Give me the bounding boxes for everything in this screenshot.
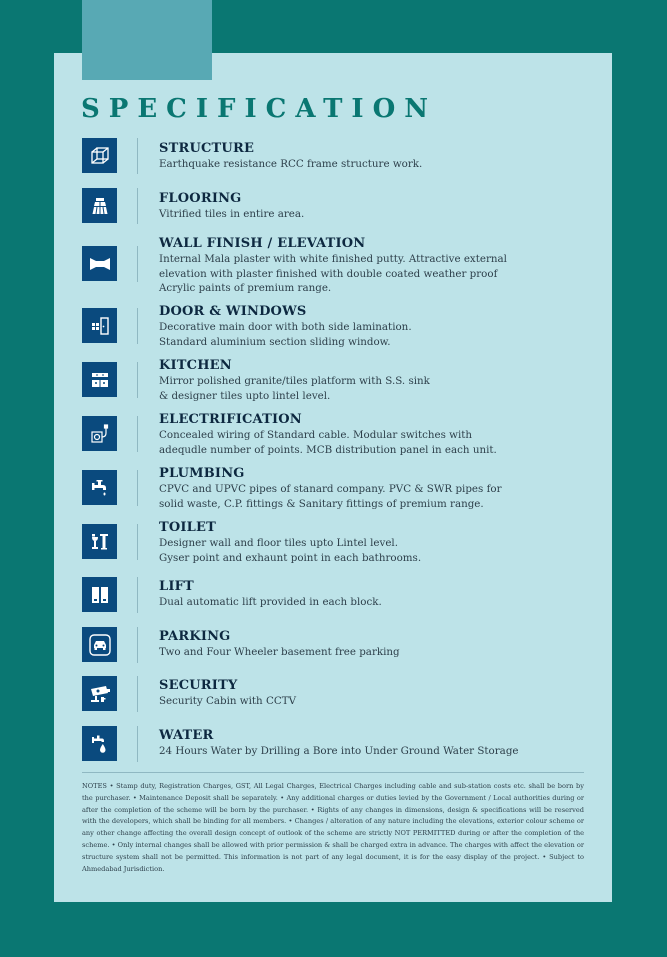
spec-heading: SECURITY [159,678,238,693]
spec-heading: WALL FINISH / ELEVATION [159,236,366,251]
spec-description: Vitrified tiles in entire area. [159,208,305,220]
spec-description: Earthquake resistance RCC frame structure work. [159,158,423,170]
water-tap-drop-icon [82,726,117,761]
divider [137,246,138,282]
spec-description: Two and Four Wheeler basement free parking [159,646,400,658]
spec-heading: TOILET [159,520,217,535]
divider [137,726,138,762]
divider [137,308,138,344]
toilet-washbasin-icon [82,524,117,559]
cctv-camera-icon [82,676,117,711]
car-parking-icon [82,627,117,662]
spec-description: Dual automatic lift provided in each block. [159,596,382,608]
spec-heading: ELECTRIFICATION [159,412,302,427]
spec-heading: STRUCTURE [159,141,255,156]
notes-text: NOTES • Stamp duty, Registration Charges, GST, All Legal Charges, Electrical Charges including cable and sub-station costs etc. shall be born by the purchaser. • Maintenance Deposit shall be separately. • Any additional charges or duties levied by the Government / Local authorities during or after the completion of the scheme will be born by the purchaser. • Rights of any changes in dimensions, design & specifications will be reserved with the developers, which shall be binding for all members. • Changes / alteration of any nature including the elevations, exterior colour scheme or any other change affecting the overall design concept of outlook of the scheme are strictly NOT PERMITTED during or after the completion of the scheme. • Only internal changes shall be allowed with prior permission & shall be charged extra in advance. The charges with affect the elevation or structure system shall not be permitted. This information is not part of any legal document, it is for the easy display of the project. • Subject to Ahmedabad Jurisdiction. [82,782,584,873]
divider [137,416,138,452]
flooring-tiles-icon [82,188,117,223]
spec-description: Security Cabin with CCTV [159,695,297,707]
faucet-icon [82,470,117,505]
spec-heading: WATER [159,728,214,743]
divider [137,362,138,398]
spec-heading: LIFT [159,579,194,594]
notes-divider [82,772,584,773]
electric-socket-icon [82,416,117,451]
structure-cube-icon [82,138,117,173]
spec-description: Mirror polished granite/tiles platform with S.S. sink & designer tiles upto lintel level. [159,375,430,402]
door-window-icon [82,308,117,343]
wall-finish-icon [82,246,117,281]
divider [137,138,138,174]
page-title: SPECIFICATION [81,94,437,124]
divider [137,627,138,663]
kitchen-icon [82,362,117,397]
spec-description: 24 Hours Water by Drilling a Bore into Under Ground Water Storage [159,745,519,757]
spec-description: CPVC and UPVC pipes of stanard company. PVC & SWR pipes for solid waste, C.P. fittings & Sanitary fittings of premium range. [159,483,502,510]
spec-heading: KITCHEN [159,358,232,373]
divider [137,676,138,712]
spec-description: Internal Mala plaster with white finished putty. Attractive external elevation with plaster finished with double coated weather proof Acrylic paints of premium range. [159,253,507,294]
spec-heading: PARKING [159,629,231,644]
spec-description: Decorative main door with both side lamination. Standard aluminium section sliding window. [159,321,412,348]
divider [137,470,138,506]
spec-heading: DOOR & WINDOWS [159,304,307,319]
divider [137,188,138,224]
spec-heading: FLOORING [159,191,242,206]
decorative-tab [82,0,212,80]
divider [137,577,138,613]
spec-description: Concealed wiring of Standard cable. Modular switches with adequdle number of points. MCB distribution panel in each unit. [159,429,497,456]
divider [137,524,138,560]
spec-heading: PLUMBING [159,466,245,481]
spec-description: Designer wall and floor tiles upto Lintel level. Gyser point and exhaunt point in each bathrooms. [159,537,422,564]
lift-icon [82,577,117,612]
